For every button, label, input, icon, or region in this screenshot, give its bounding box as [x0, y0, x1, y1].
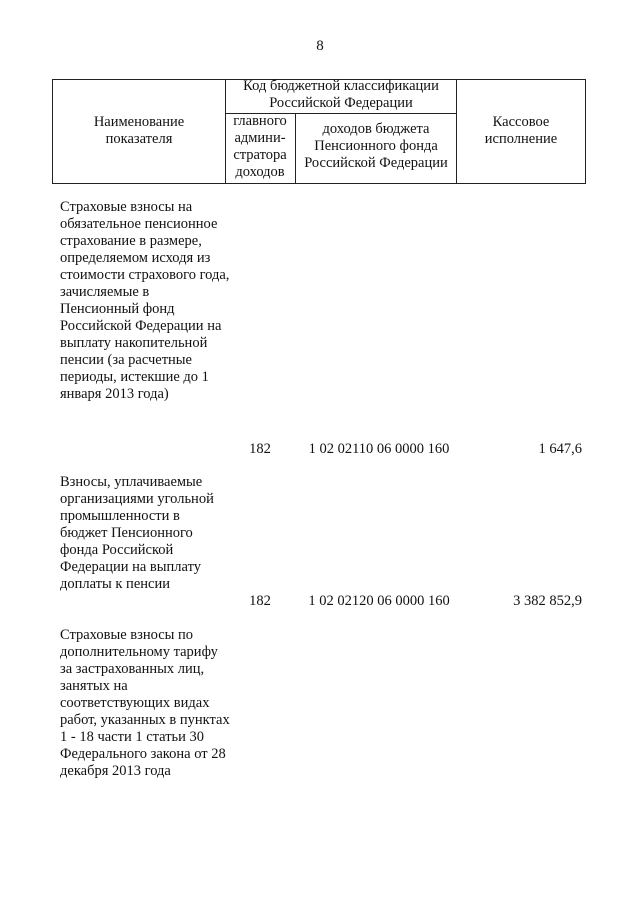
header-bottom-border [52, 183, 586, 184]
header-divider-name [225, 79, 226, 184]
row-amount: 1 647,6 [538, 441, 582, 457]
header-name-column: Наименование показателя [93, 114, 185, 147]
header-divider-admin [295, 113, 296, 184]
header-divider-amount [456, 79, 457, 184]
row-indicator-name: Страховые взносы на обязательное пенсионное страхование в размере, определяемом исходя из стоимости страхового года, зачисляемые в Пенсионный фонд Российской Федерации на выплату накопительной пенсии (за расчетные периоды, истекшие до 1 января 2013 года) [60, 199, 230, 402]
row-indicator-name: Взносы, уплачиваемые организациями угольной промышленности в бюджет Пенсионного фонда Российской Федерации на выплату доплаты к пенсии [60, 474, 214, 592]
header-amount-column: Кассовое исполнение [484, 114, 558, 147]
row-admin-code: 182 [249, 441, 271, 457]
row-budget-code: 1 02 02120 06 0000 160 [308, 593, 450, 609]
row-admin-code: 182 [249, 593, 271, 609]
header-code-column: доходов бюджета Пенсионного фонда Российской Федерации [304, 121, 448, 171]
header-code-group: Код бюджетной классификации Российской Федерации [243, 78, 439, 111]
page-number: 8 [316, 38, 324, 54]
row-amount: 3 382 852,9 [513, 593, 582, 609]
row-indicator-name: Страховые взносы по дополнительному тарифу за застрахованных лиц, занятых на соответствующих видах работ, указанных в пунктах 1 - 18 части 1 статьи 30 Федерального закона от 28 декабря 2013 года [60, 627, 230, 779]
row-budget-code: 1 02 02110 06 0000 160 [308, 441, 450, 457]
header-right-border [585, 79, 586, 184]
header-left-border [52, 79, 53, 184]
header-admin-column: главного админи-стратора доходов [233, 113, 287, 180]
